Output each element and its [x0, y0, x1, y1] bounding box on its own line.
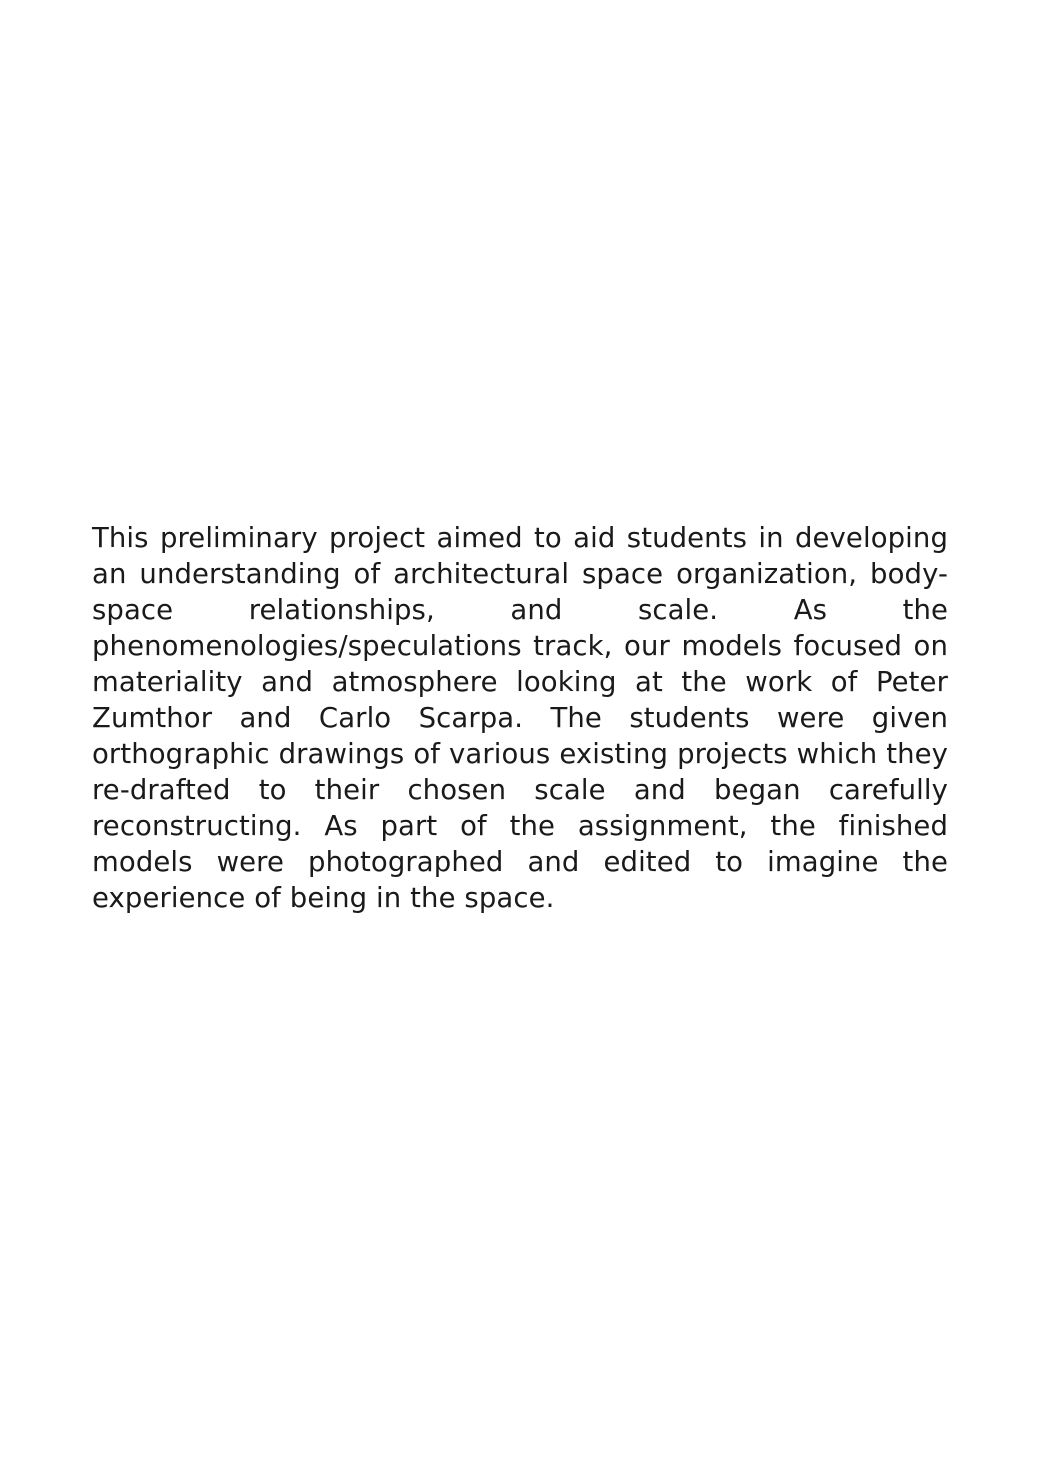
- body-paragraph: This preliminary project aimed to aid students in developing an understanding of architectural space organization, body-space relationships, and scale. As the phenomenologies/speculations track, our models focused on materiality and atmosphere looking at the work of Peter Zumthor and Carlo Scarpa. The students were given orthographic drawings of various existing projects which they re-drafted to their chosen scale and began carefully reconstructing. As part of the assignment, the finished models were photographed and edited to imagine the experience of being in the space.: [92, 522, 948, 914]
